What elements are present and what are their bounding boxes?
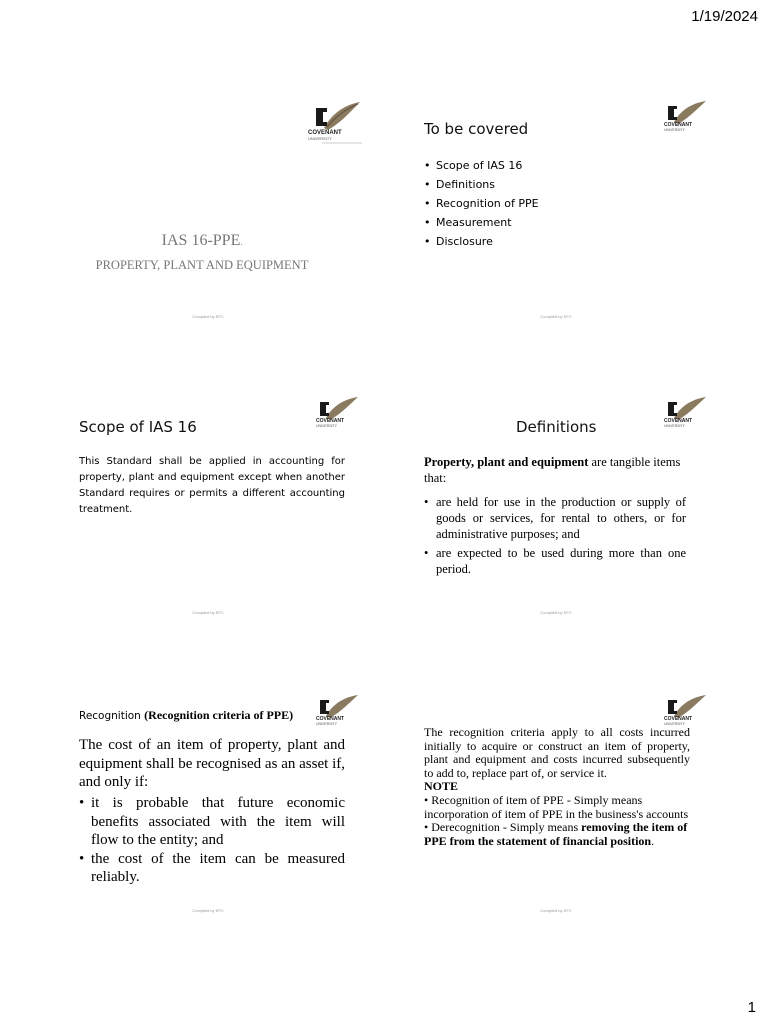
- list-item: • Measurement: [424, 213, 539, 232]
- slide-footer: Compiled by EFC: [192, 314, 224, 319]
- logo-name: COVENANT: [316, 716, 345, 722]
- note-recognition: • Recognition of item of PPE - Simply means incorporation of item of PPE in the business's accounts: [424, 792, 689, 821]
- covenant-logo: [648, 694, 708, 728]
- slide-2-title: To be covered: [424, 120, 529, 138]
- topics-list: [424, 156, 539, 251]
- slide-3: [70, 392, 370, 632]
- slide-footer: Compiled by EFC: [192, 610, 224, 615]
- slide-6: [418, 690, 718, 930]
- slide-1-subtitle: PROPERTY, PLANT AND EQUIPMENT: [95, 258, 309, 272]
- definition-list: [424, 494, 686, 580]
- list-item: • the cost of the item can be measured reliably.: [79, 850, 345, 887]
- note-derecognition: • Derecognition - Simply means removing the item of PPE from the statement of financial position.: [424, 820, 688, 848]
- definition-intro: Property, plant and equipment are tangible items that:: [424, 455, 681, 485]
- slide-1-title: IAS 16-PPE.: [161, 232, 243, 249]
- slide-5-body: The cost of an item of property, plant and equipment shall be recognised as an asset if, and only if:: [79, 737, 345, 790]
- criteria-list: [79, 794, 345, 887]
- list-item: • are held for use in the production or supply of goods or services, for rental to others, or for administrative purposes; and: [424, 494, 686, 542]
- slide-5: [70, 690, 370, 930]
- logo-tagline: UNIVERSITY: [316, 424, 338, 428]
- slide-4: [418, 392, 718, 632]
- list-item: • Recognition of PPE: [424, 194, 539, 213]
- logo-tagline: UNIVERSITY: [316, 722, 338, 726]
- slide-footer: Compiled by EFC: [540, 314, 572, 319]
- logo-name: COVENANT: [664, 716, 693, 722]
- slide-footer: Compiled by EFC: [192, 908, 224, 913]
- recognition-paragraph: The recognition criteria apply to all costs incurred initially to acquire or construct an item of property, plant and equipment and costs incurred subsequently to add to, replace part of, or service it.: [424, 725, 690, 780]
- slide-5-title: Recognition (Recognition criteria of PPE): [79, 708, 294, 722]
- page-number: 1: [747, 999, 756, 1016]
- logo-tagline: UNIVERSITY: [664, 128, 686, 132]
- header-date: 1/19/2024: [691, 8, 758, 25]
- covenant-logo: [648, 100, 708, 134]
- slide-footer: Compiled by EFC: [540, 908, 572, 913]
- slide-6-text: [424, 726, 690, 848]
- logo-tagline: UNIVERSITY: [664, 424, 686, 428]
- note-label: NOTE: [424, 779, 459, 794]
- logo-name: COVENANT: [664, 418, 693, 424]
- logo-name: COVENANT: [308, 130, 342, 136]
- slide-2: [418, 96, 718, 336]
- logo-tagline: UNIVERSITY: [664, 722, 686, 726]
- list-item: • Scope of IAS 16: [424, 156, 539, 175]
- logo-tagline: UNIVERSITY: [308, 136, 333, 141]
- slide-1: [70, 96, 370, 336]
- list-item: • it is probable that future economic benefits associated with the item will flow to the entity; and: [79, 794, 345, 850]
- covenant-logo: [300, 694, 360, 728]
- slide-3-title: Scope of IAS 16: [79, 418, 197, 436]
- covenant-logo: [294, 100, 364, 146]
- covenant-logo: [300, 396, 360, 430]
- logo-name: COVENANT: [316, 418, 345, 424]
- list-item: • Definitions: [424, 175, 539, 194]
- logo-name: COVENANT: [664, 122, 693, 128]
- slide-3-body: This Standard shall be applied in accounting for property, plant and equipment except when another Standard requires or permits a different accounting treatment.: [79, 456, 345, 515]
- covenant-logo: [648, 396, 708, 430]
- list-item: • Disclosure: [424, 232, 539, 251]
- list-item: • are expected to be used during more than one period.: [424, 545, 686, 577]
- slide-4-title: Definitions: [516, 418, 597, 436]
- slide-footer: Compiled by EFC: [540, 610, 572, 615]
